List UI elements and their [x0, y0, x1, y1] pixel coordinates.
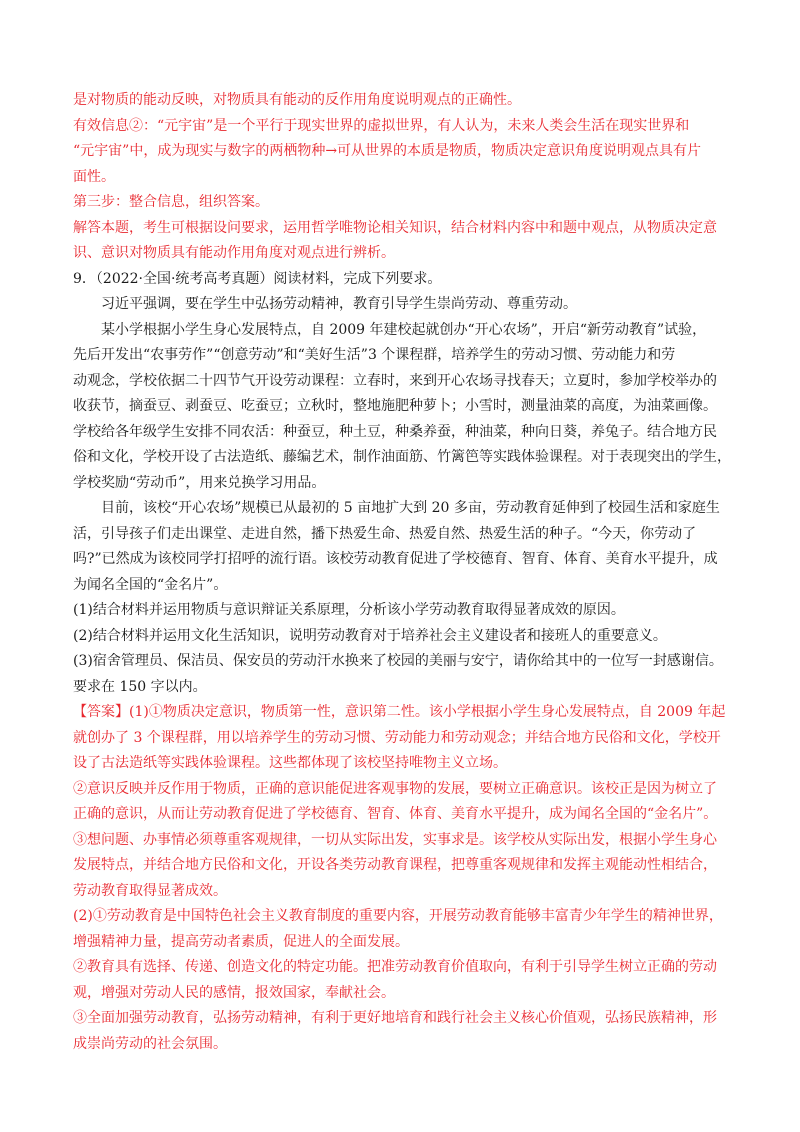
- text-line: 先后开发出“农事劳作”“创意劳动”和“美好生活”3 个课程群，培养学生的劳动习惯、劳动能力和劳: [73, 347, 676, 363]
- text-line: 某小学根据小学生身心发展特点，自 2009 年建校起就创办“开心农场”，开启“新劳动教育”试验，: [101, 321, 707, 338]
- text-line: “元宇宙”中，成为现实与数字的两栖物种→可从世界的本质是物质，物质决定意识角度说明观点具有片: [73, 143, 702, 159]
- text-line: 活，引导孩子们走出课堂、走进自然，播下热爱生命、热爱自然、热爱生活的种子。“今天，你劳动了: [73, 525, 697, 542]
- text-line: 劳动教育取得显著成效。: [73, 882, 227, 899]
- text-line: ②教育具有选择、传递、创造文化的特定功能。把准劳动教育价值取向，有利于引导学生树立正确的劳动: [73, 959, 717, 975]
- text-line: 发展特点，并结合地方民俗和文化，开设各类劳动教育课程，把尊重客观规律和发挥主观能动性相结合，: [73, 857, 717, 873]
- text-line: 动观念，学校依据二十四节气开设劳动课程：立春时，来到开心农场寻找春天；立夏时，参加学校举办的: [73, 372, 717, 389]
- text-line: 第三步：整合信息，组织答案。: [73, 194, 269, 210]
- text-line: 为闻名全国的“金名片”。: [73, 576, 228, 593]
- text-line: ③全面加强劳动教育，弘扬劳动精神，有利于更好地培育和践行社会主义核心价值观，弘扬民族精神，形: [73, 1010, 717, 1026]
- text-line: (3)宿舍管理员、保洁员、保安员的劳动汗水换来了校园的美丽与安宁，请你给其中的一位写一封感谢信。: [73, 653, 723, 669]
- text-line: 就创办了 3 个课程群，用以培养学生的劳动习惯、劳动能力和劳动观念；并结合地方民俗和文化，学校开: [73, 729, 721, 746]
- text-line: 俗和文化，学校开设了古法造纸、藤编艺术，制作油面筋、竹篱笆等实践体验课程。对于表现突出的学生，: [73, 449, 731, 465]
- text-line: (2)①劳动教育是中国特色社会主义教育制度的重要内容，开展劳动教育能够丰富青少年学生的精神世界，: [73, 908, 723, 924]
- text-line: 增强精神力量，提高劳动者素质，促进人的全面发展。: [73, 933, 409, 950]
- text-line: 吗?”已然成为该校同学打招呼的流行语。该校劳动教育促进了学校德育、智育、体育、美育水平提升，成: [73, 551, 718, 567]
- text-line: 有效信息②：“元宇宙”是一个平行于现实世界的虚拟世界，有人认为，未来人类会生活在现实世界和: [73, 117, 690, 134]
- text-line: (1)结合材料并运用物质与意识辩证关系原理，分析该小学劳动教育取得显著成效的原因。: [73, 602, 625, 618]
- text-line: 成崇尚劳动的社会氛围。: [73, 1035, 227, 1052]
- text-line: 是对物质的能动反映，对物质具有能动的反作用角度说明观点的正确性。: [73, 92, 521, 108]
- document-page: [73, 88, 733, 1057]
- text-line: ③想问题、办事情必须尊重客观规律，一切从实际出发，实事求是。该学校从实际出发，根据小学生身心: [73, 831, 717, 848]
- text-line: 习近平强调，要在学生中弘扬劳动精神，教育引导学生崇尚劳动、尊重劳动。: [101, 296, 577, 312]
- text-line: 【答案】(1)①物质决定意识，物质第一性，意识第二性。该小学根据小学生身心发展特点，自 2009 年起: [73, 704, 726, 720]
- text-line: 要求在 150 字以内。: [73, 678, 207, 695]
- text-line: 观，增强对劳动人民的感情，报效国家，奉献社会。: [73, 984, 395, 1001]
- text-line: 目前，该校“开心农场”规模已从最初的 5 亩地扩大到 20 多亩，劳动教育延伸到了校园生活和家庭生: [101, 500, 720, 516]
- text-line: 识、意识对物质具有能动作用角度对观点进行辨析。: [73, 245, 395, 261]
- text-line: 9．（2022·全国·统考高考真题）阅读材料，完成下列要求。: [73, 270, 442, 287]
- text-line: (2)结合材料并运用文化生活知识，说明劳动教育对于培养社会主义建设者和接班人的重要意义。: [73, 627, 667, 644]
- text-line: ②意识反映并反作用于物质，正确的意识能促进客观事物的发展，要树立正确意识。该校正是因为树立了: [73, 780, 717, 797]
- text-line: 学校给各年级学生安排不同农活：种蚕豆，种土豆，种桑养蚕，种油菜，种向日葵，养兔子。结合地方民: [73, 423, 717, 440]
- text-line: 学校奖励“劳动币”，用来兑换学习用品。: [73, 474, 326, 491]
- text-line: 解答本题，考生可根据设问要求，运用哲学唯物论相关知识，结合材料内容中和题中观点，从物质决定意: [73, 219, 717, 236]
- text-line: 设了古法造纸等实践体验课程。这些都体现了该校坚持唯物主义立场。: [73, 755, 507, 771]
- text-line: 面性。: [73, 168, 115, 185]
- text-line: 正确的意识，从而让劳动教育促进了学校德育、智育、体育、美育水平提升，成为闻名全国的“金名片”。: [73, 806, 718, 822]
- text-line: 收获节，摘蚕豆、剥蚕豆、吃蚕豆；立秋时，整地施肥种萝卜；小雪时，测量油菜的高度，为油菜画像。: [73, 398, 717, 414]
